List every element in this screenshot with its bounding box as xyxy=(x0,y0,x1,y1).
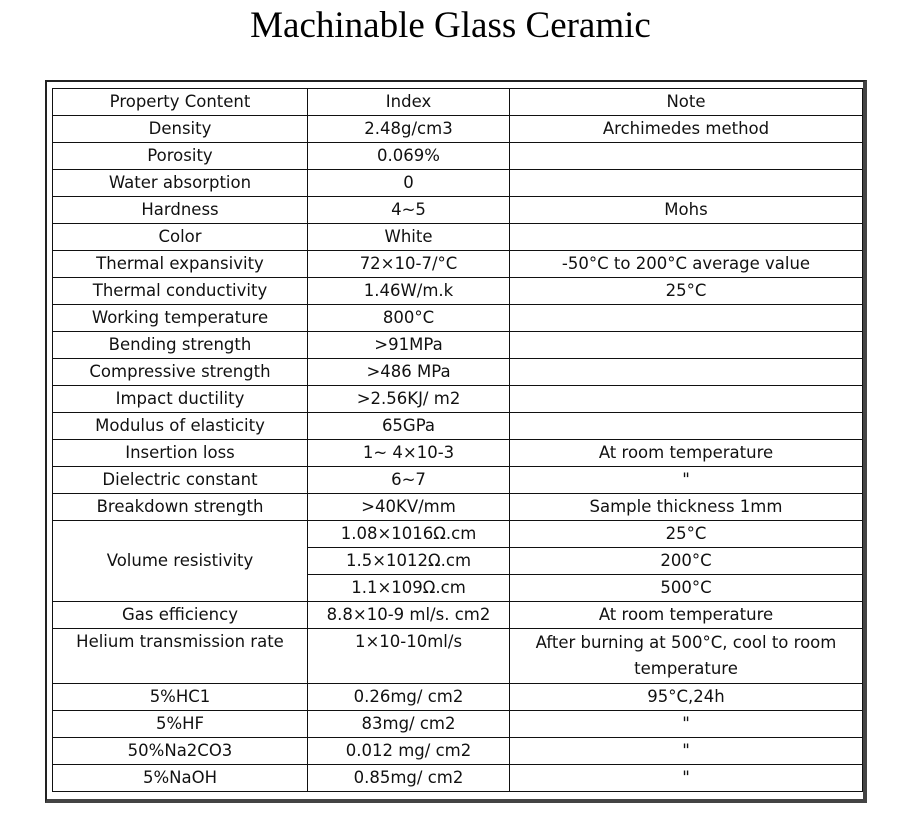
table-row xyxy=(53,711,863,738)
table-row xyxy=(53,116,863,143)
index-cell: 0.85mg/ cm2 xyxy=(308,765,510,792)
index-cell: 65GPa xyxy=(308,413,510,440)
note-cell: 500°C xyxy=(510,575,863,602)
property-cell: 50%Na2CO3 xyxy=(53,738,308,765)
table-row xyxy=(53,521,863,548)
table-header-row xyxy=(53,89,863,116)
property-cell: 5%NaOH xyxy=(53,765,308,792)
table-row xyxy=(53,386,863,413)
table-row xyxy=(53,467,863,494)
note-cell: After burning at 500°C, cool to room temperature xyxy=(510,629,863,684)
note-cell: " xyxy=(510,765,863,792)
header-note: Note xyxy=(510,89,863,116)
table-row xyxy=(53,494,863,521)
header-property: Property Content xyxy=(53,89,308,116)
property-cell: Porosity xyxy=(53,143,308,170)
note-cell xyxy=(510,386,863,413)
index-cell: 83mg/ cm2 xyxy=(308,711,510,738)
property-cell: Working temperature xyxy=(53,305,308,332)
index-cell: White xyxy=(308,224,510,251)
index-cell: 0.012 mg/ cm2 xyxy=(308,738,510,765)
property-cell: 5%HC1 xyxy=(53,684,308,711)
property-cell: Modulus of elasticity xyxy=(53,413,308,440)
note-cell: 25°C xyxy=(510,278,863,305)
table-row xyxy=(53,602,863,629)
note-cell xyxy=(510,143,863,170)
index-cell: 1~ 4×10-3 xyxy=(308,440,510,467)
index-cell: 72×10-7/°C xyxy=(308,251,510,278)
property-cell: Volume resistivity xyxy=(53,521,308,602)
index-cell: >91MPa xyxy=(308,332,510,359)
note-cell: Mohs xyxy=(510,197,863,224)
property-cell: 5%HF xyxy=(53,711,308,738)
note-cell xyxy=(510,332,863,359)
index-cell: 800°C xyxy=(308,305,510,332)
index-cell: 8.8×10-9 ml/s. cm2 xyxy=(308,602,510,629)
index-cell: 0.069% xyxy=(308,143,510,170)
table-row xyxy=(53,332,863,359)
table-row xyxy=(53,224,863,251)
index-cell: 1.5×1012Ω.cm xyxy=(308,548,510,575)
header-index: Index xyxy=(308,89,510,116)
table-row xyxy=(53,143,863,170)
note-cell xyxy=(510,305,863,332)
index-cell: >2.56KJ/ m2 xyxy=(308,386,510,413)
note-cell: At room temperature xyxy=(510,440,863,467)
table-row xyxy=(53,738,863,765)
index-cell: 4~5 xyxy=(308,197,510,224)
property-cell: Color xyxy=(53,224,308,251)
property-cell: Insertion loss xyxy=(53,440,308,467)
note-cell xyxy=(510,224,863,251)
table-row xyxy=(53,278,863,305)
property-cell: Water absorption xyxy=(53,170,308,197)
property-cell: Bending strength xyxy=(53,332,308,359)
property-cell: Helium transmission rate xyxy=(53,629,308,684)
property-cell: Compressive strength xyxy=(53,359,308,386)
property-cell: Gas efficiency xyxy=(53,602,308,629)
property-cell: Thermal expansivity xyxy=(53,251,308,278)
property-cell: Thermal conductivity xyxy=(53,278,308,305)
table-row xyxy=(53,197,863,224)
index-cell: 0 xyxy=(308,170,510,197)
index-cell: 1.08×1016Ω.cm xyxy=(308,521,510,548)
note-cell: " xyxy=(510,738,863,765)
note-cell: At room temperature xyxy=(510,602,863,629)
note-cell: 95°C,24h xyxy=(510,684,863,711)
note-cell: Archimedes method xyxy=(510,116,863,143)
index-cell: >486 MPa xyxy=(308,359,510,386)
properties-table xyxy=(52,88,863,792)
note-cell xyxy=(510,170,863,197)
document-title: Machinable Glass Ceramic xyxy=(250,5,651,46)
property-cell: Dielectric constant xyxy=(53,467,308,494)
note-cell: Sample thickness 1mm xyxy=(510,494,863,521)
table-row xyxy=(53,359,863,386)
property-cell: Density xyxy=(53,116,308,143)
note-cell: 200°C xyxy=(510,548,863,575)
index-cell: >40KV/mm xyxy=(308,494,510,521)
note-cell xyxy=(510,413,863,440)
note-cell xyxy=(510,359,863,386)
table-row xyxy=(53,684,863,711)
note-cell: -50°C to 200°C average value xyxy=(510,251,863,278)
table-row xyxy=(53,170,863,197)
index-cell: 0.26mg/ cm2 xyxy=(308,684,510,711)
property-cell: Impact ductility xyxy=(53,386,308,413)
index-cell: 1.46W/m.k xyxy=(308,278,510,305)
note-cell: " xyxy=(510,467,863,494)
note-cell: 25°C xyxy=(510,521,863,548)
table-row xyxy=(53,765,863,792)
table-row xyxy=(53,629,863,684)
table-row xyxy=(53,305,863,332)
table-row xyxy=(53,440,863,467)
property-cell: Breakdown strength xyxy=(53,494,308,521)
table-row xyxy=(53,251,863,278)
index-cell: 1.1×109Ω.cm xyxy=(308,575,510,602)
property-cell: Hardness xyxy=(53,197,308,224)
index-cell: 1×10-10ml/s xyxy=(308,629,510,684)
index-cell: 2.48g/cm3 xyxy=(308,116,510,143)
table-row xyxy=(53,413,863,440)
note-cell: " xyxy=(510,711,863,738)
index-cell: 6~7 xyxy=(308,467,510,494)
